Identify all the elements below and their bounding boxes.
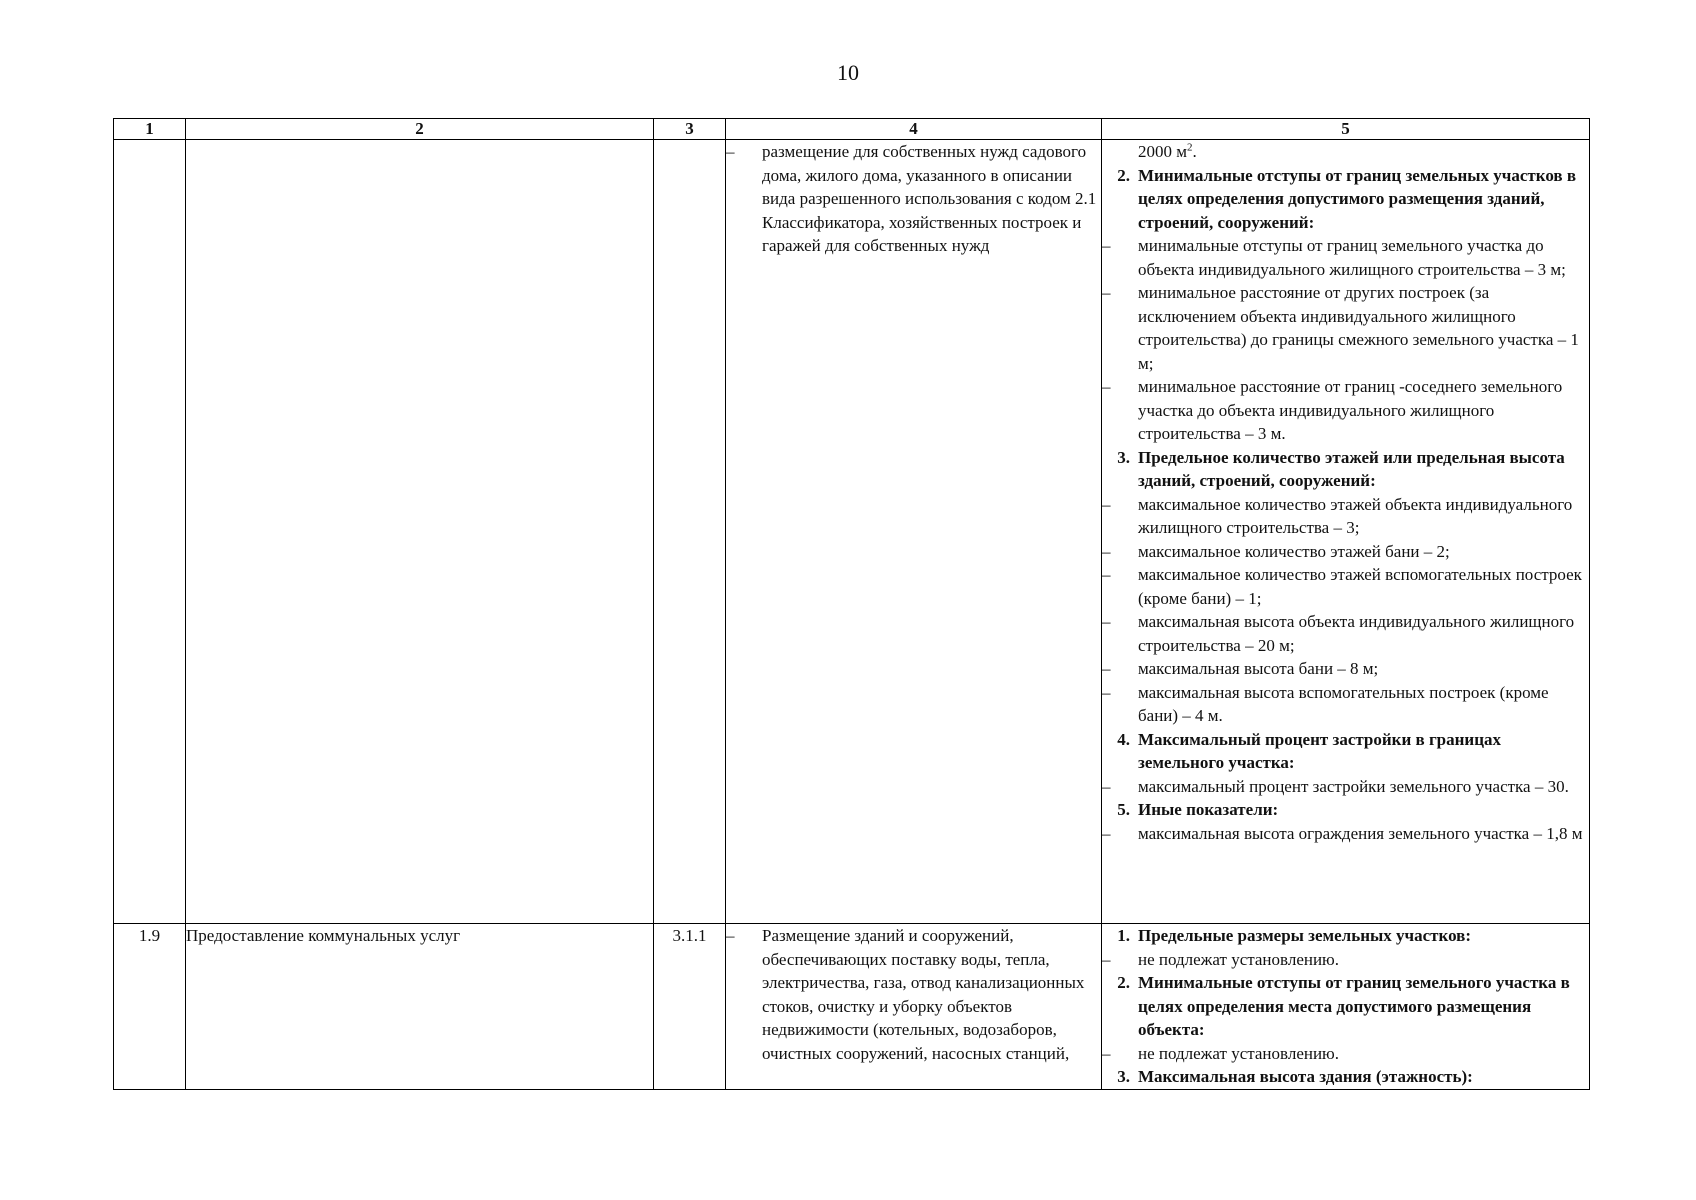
dash-marker: – — [1102, 823, 1111, 843]
item-text: Минимальные отступы от границ земельного участка в целях определения места допустимого размещения объекта: — [1138, 973, 1570, 1039]
item-text: максимальное количество этажей вспомогательных построек (кроме бани) – 1; — [1138, 565, 1582, 608]
item-number: 4. — [1117, 729, 1130, 749]
table-row — [114, 140, 1590, 924]
item-text: Минимальные отступы от границ земельных участков в целях определения допустимого размещения зданий, строений, сооружений: — [1138, 165, 1577, 232]
item-text: максимальное количество этажей бани – 2; — [1138, 541, 1450, 561]
page-number: 10 — [837, 60, 859, 85]
dash-marker: – — [1102, 612, 1111, 631]
item-number: 1. — [1117, 926, 1130, 945]
parameters-list — [1102, 924, 1589, 1089]
cell-parameters — [1102, 140, 1590, 924]
list-item — [1102, 775, 1589, 799]
cell-parameters — [1102, 924, 1590, 1090]
dash-marker: – — [1102, 682, 1111, 702]
item-text: максимальная высота бани – 8 м; — [1138, 659, 1379, 678]
dash-marker: – — [726, 926, 735, 945]
item-text: не подлежат установлению. — [1138, 1043, 1340, 1063]
dash-marker: – — [1102, 377, 1111, 396]
list-item — [1102, 540, 1589, 564]
list-item — [726, 924, 1101, 1065]
dash-marker: – — [1102, 659, 1111, 678]
cell-number: 1.9 — [114, 924, 186, 1090]
item-text: максимальный процент застройки земельного участка – 30. — [1138, 776, 1569, 796]
dash-marker: – — [1102, 949, 1111, 969]
header-col-5: 5 — [1102, 119, 1590, 140]
item-number: 3. — [1117, 447, 1130, 467]
list-item — [1102, 657, 1589, 681]
item-text: Иные показатели: — [1138, 800, 1279, 819]
list-item — [1102, 563, 1589, 610]
cell-code — [654, 140, 726, 924]
item-text: Максимальная высота здания (этажность): — [1138, 1067, 1473, 1086]
item-text: максимальная высота ограждения земельного участка – 1,8 м — [1138, 823, 1583, 843]
cell-number — [114, 140, 186, 924]
item-text: минимальное расстояние от границ -соседнего земельного участка до объекта индивидуального жилищного строительства – 3 м. — [1138, 377, 1563, 443]
dash-marker: – — [1102, 776, 1111, 796]
item-text: минимальное расстояние от других построек (за исключением объекта индивидуального жилищного строительства) до границы смежного земельного участка – 1 м; — [1138, 283, 1579, 373]
item-number: 2. — [1117, 165, 1130, 185]
parameters-list — [1102, 164, 1589, 846]
description-text: размещение для собственных нужд садового дома, жилого дома, указанного в описании вида разрешенного использования с кодом 2.1 Классификатора, хозяйственных построек и гаражей для собственных нужд — [762, 142, 1097, 255]
list-item — [1102, 948, 1589, 972]
numbered-heading — [1102, 164, 1589, 235]
cell-use-name — [186, 140, 654, 924]
numbered-heading — [1102, 798, 1589, 822]
header-col-2: 2 — [186, 119, 654, 140]
dash-marker: – — [1102, 565, 1111, 584]
dash-marker: – — [1102, 283, 1111, 302]
cell-use-name: Предоставление коммунальных услуг — [186, 924, 654, 1090]
list-item — [1102, 281, 1589, 375]
list-item — [1102, 234, 1589, 281]
dash-marker: – — [1102, 1043, 1111, 1063]
header-col-4: 4 — [726, 119, 1102, 140]
numbered-heading — [1102, 728, 1589, 775]
list-item — [1102, 493, 1589, 540]
item-number: 5. — [1117, 800, 1130, 819]
item-text: Максимальный процент застройки в границах земельного участка: — [1138, 729, 1502, 772]
item-text: максимальная высота объекта индивидуального жилищного строительства – 20 м; — [1138, 612, 1575, 655]
dash-marker: – — [1102, 541, 1111, 561]
list-item — [1102, 375, 1589, 446]
continued-text: 2000 $м^2$. — [1138, 141, 1197, 161]
header-col-3: 3 — [654, 119, 726, 140]
cell-description — [726, 140, 1102, 924]
item-number: 3. — [1117, 1067, 1130, 1086]
cell-description — [726, 924, 1102, 1090]
description-text: Размещение зданий и сооружений, обеспечивающих поставку воды, тепла, электричества, газа, отвод канализационных стоков, очистку и уборку объектов недвижимости (котельных, водозаборов, очистных сооружений, насосных станций, — [762, 926, 1085, 1063]
item-text: Предельное количество этажей или предельная высота зданий, строений, сооружений: — [1138, 447, 1565, 490]
dash-marker: – — [726, 142, 735, 161]
item-number: 2. — [1117, 973, 1130, 992]
item-text: максимальная высота вспомогательных построек (кроме бани) – 4 м. — [1138, 682, 1549, 725]
list-item — [1102, 822, 1589, 846]
numbered-heading — [1102, 446, 1589, 493]
item-text: не подлежат установлению. — [1138, 949, 1340, 969]
numbered-heading — [1102, 971, 1589, 1042]
list-item — [726, 140, 1101, 258]
item-text: минимальные отступы от границ земельного участка до объекта индивидуального жилищного строительства – 3 м; — [1138, 236, 1566, 279]
dash-marker: – — [1102, 236, 1111, 255]
list-item — [1102, 681, 1589, 728]
numbered-heading — [1102, 1065, 1589, 1089]
cell-code: 3.1.1 — [654, 924, 726, 1090]
item-text: максимальное количество этажей объекта индивидуального жилищного строительства – 3; — [1138, 494, 1573, 537]
header-col-1: 1 — [114, 119, 186, 140]
header-row — [114, 119, 1590, 140]
dash-marker: – — [1102, 494, 1111, 514]
list-item — [1102, 1042, 1589, 1066]
item-text: Предельные размеры земельных участков: — [1138, 926, 1472, 945]
table-row — [114, 924, 1590, 1090]
regulations-table — [113, 118, 1590, 1090]
numbered-heading — [1102, 924, 1589, 948]
list-item — [1102, 610, 1589, 657]
